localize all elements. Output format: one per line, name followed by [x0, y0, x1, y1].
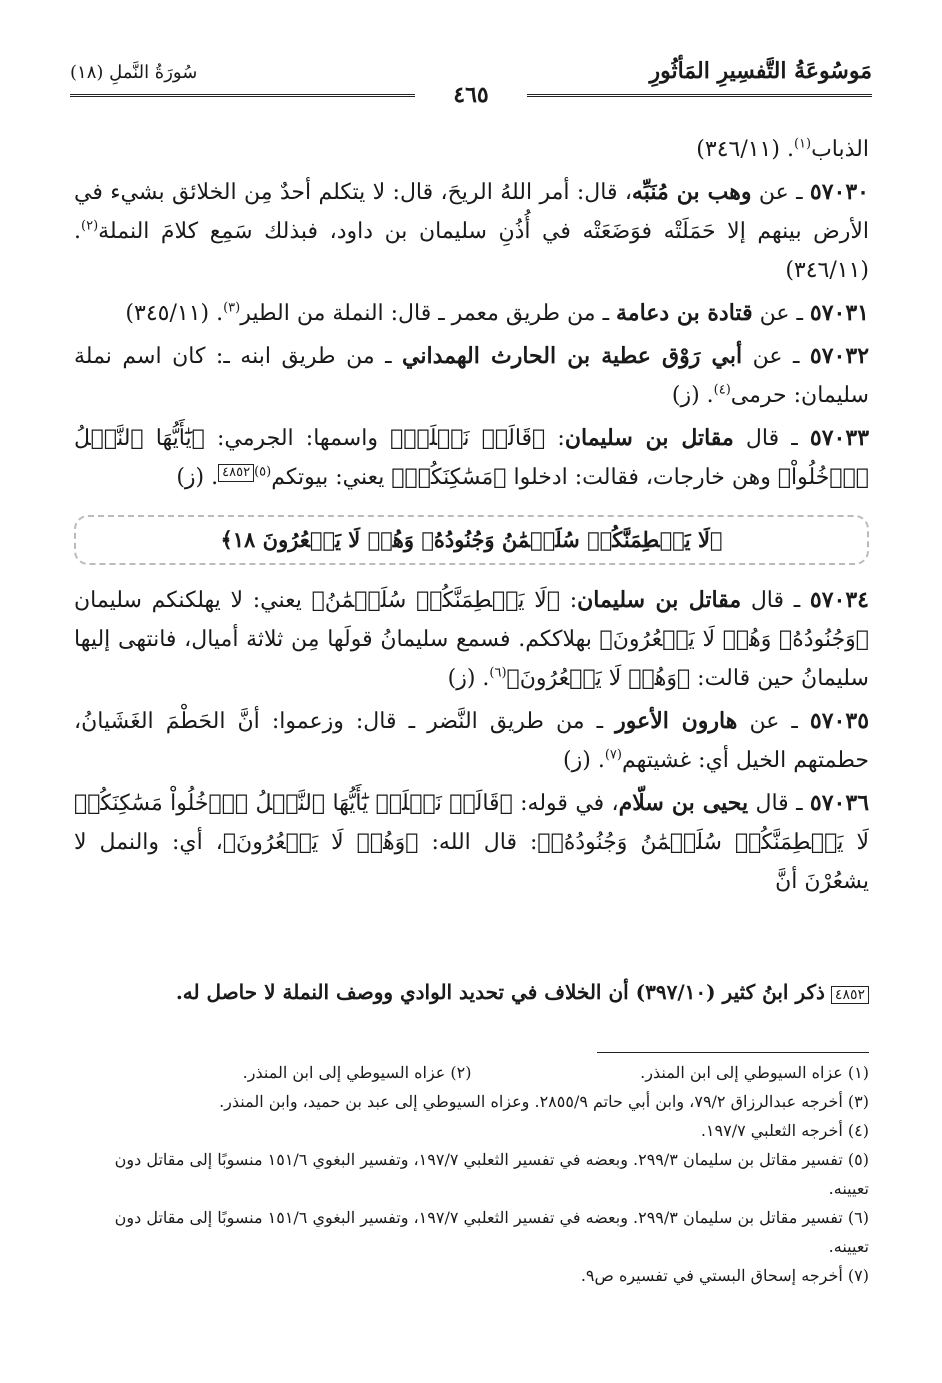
- page-number: ٤٦٥: [445, 82, 496, 108]
- paragraph-lead: ـ قال: [748, 791, 803, 816]
- paragraph-citation: . (ز): [447, 666, 490, 691]
- narration-number: ٥٧٠٣٢: [809, 343, 870, 369]
- ayah-text: ﴿لَا يَحۡطِمَنَّكُمۡ سُلَيۡمَٰنُ وَجُنُودُهُۥ وَهُمۡ لَا يَشۡعُرُونَ ١٨﴾: [220, 527, 723, 552]
- narration-number: ٥٧٠٣٠: [809, 179, 869, 205]
- paragraph-text: الذباب: [811, 137, 869, 162]
- paragraph: [74, 294, 869, 333]
- footnote: (٢) عزاه السيوطي إلى ابن المنذر.: [242, 1063, 472, 1082]
- paragraph: [74, 173, 869, 290]
- book-title: مَوسُوعَةُ التَّفسِيرِ المَأثُورِ: [649, 58, 872, 84]
- paragraph-lead: ـ عن: [751, 180, 803, 205]
- paragraph-citation: . (ز): [671, 383, 714, 408]
- narrator-name: قتادة بن دعامة: [616, 300, 753, 326]
- paragraph: [74, 337, 869, 415]
- footnotes: [74, 1058, 869, 1290]
- header-rule-left: [70, 94, 415, 97]
- paragraph: [74, 419, 869, 497]
- narration-number: ٥٧٠٣٣: [809, 425, 870, 451]
- main-text: [74, 130, 869, 905]
- narration-number: ٥٧٠٣٥: [809, 708, 870, 734]
- narration-number: ٥٧٠٣٦: [809, 790, 870, 816]
- narrator-name: يحيى بن سلّام: [618, 790, 749, 816]
- footnote: (١) عزاه السيوطي إلى ابن المنذر.: [640, 1063, 869, 1082]
- footnote-ref: (٣): [223, 300, 241, 316]
- page-header: [70, 58, 872, 108]
- footnote-row: [74, 1058, 869, 1087]
- narration-number: ٥٧٠٣٤: [809, 587, 869, 613]
- paragraph-citation: . (٣٤٦/١١): [74, 219, 869, 283]
- narrator-name: هارون الأعور: [615, 708, 738, 734]
- footnote: (٧) أخرجه إسحاق البستي في تفسيره ص٩.: [580, 1266, 869, 1285]
- header-rule-right: [527, 94, 872, 97]
- paragraph-text: : ﴿لَا يَحۡطِمَنَّكُمۡ سُلَيۡمَٰنُ﴾ يعني: لا يهلكنكم سليمان ﴿وَجُنُودُهُۥ وَهُمۡ لَا يَشۡعُرُونَ﴾ بهلاككم. فسمع سليمانُ قولَها مِن ثلاثة أميال، فانتهى إليها سليمانُ حين قالت: ﴿وَهُمۡ لَا يَشۡعُرُونَ﴾: [74, 588, 869, 691]
- paragraph-text: ، في قوله: ﴿قَالَتۡ نَمۡلَةٞ يَٰٓأَيُّهَا ٱلنَّمۡلُ ٱدۡخُلُواْ مَسَٰكِنَكُمۡ لَا يَحۡطِمَنَّكُمۡ سُلَيۡمَٰنُ وَجُنُودُهُۥ﴾: قال الله: ﴿وَهُمۡ لَا يَشۡعُرُونَ﴾، أي: والنمل لا يشعُرْنَ أنَّ: [74, 791, 869, 894]
- narrator-name: أبي رَوْق عطية بن الحارث الهمداني: [402, 343, 743, 369]
- paragraph-citation: . (ز): [176, 465, 219, 490]
- paragraph: [74, 784, 869, 901]
- paragraph: [74, 130, 869, 169]
- footnote-ref: (٤): [713, 382, 731, 398]
- paragraph: [74, 581, 869, 698]
- footnote-ref: (١): [793, 136, 812, 152]
- footnote: (٣) أخرجه عبدالرزاق ٧٩/٢، وابن أبي حاتم ٢٨٥٥/٩. وعزاه السيوطي إلى عبد بن حميد، وابن المنذر.: [219, 1092, 869, 1111]
- editor-note: [74, 975, 869, 1009]
- footnote-ref: (٥): [254, 464, 272, 480]
- narration-number: ٥٧٠٣١: [809, 300, 869, 326]
- narrator-name: وهب بن مُنَبِّه: [631, 179, 752, 205]
- paragraph-lead: ـ قال: [733, 426, 798, 451]
- paragraph-citation: . (٣٤٦/١١): [696, 137, 794, 162]
- footnote-divider: [597, 1052, 869, 1053]
- note-number-box: ٤٨٥٢: [831, 986, 869, 1004]
- footnote-ref: (٧): [604, 747, 622, 763]
- paragraph-citation: . (٣٤٥/١١): [125, 301, 224, 326]
- paragraph-text: ـ من طريق معمر ـ قال: النملة من الطير: [240, 301, 617, 326]
- paragraph-lead: ـ عن: [752, 301, 803, 326]
- footnote-ref: (٢): [81, 218, 99, 234]
- footnote-ref: (٦): [489, 665, 507, 681]
- narrator-name: مقاتل بن سليمان: [564, 425, 734, 451]
- ayah-box: [74, 515, 869, 565]
- narrator-name: مقاتل بن سليمان: [577, 587, 742, 613]
- paragraph: [74, 702, 869, 780]
- cross-ref-box: ٤٨٥٢: [218, 464, 254, 482]
- footnote: (٥) تفسير مقاتل بن سليمان ٢٩٩/٣. وبعضه في تفسير الثعلبي ١٩٧/٧، وتفسير البغوي ١٥١/٦ منسوبًا إلى مقاتل دون تعيينه.: [114, 1150, 869, 1198]
- paragraph-text: ـ من طريق النَّضر ـ قال: وزعموا: أنَّ الحَطْمَ الغَشَيانُ، حطمتهم الخيل أي: غشيتهم: [74, 709, 869, 773]
- note-text: ذكر ابنُ كثير (٣٩٧/١٠) أن الخلاف في تحديد الوادي ووصف النملة لا حاصل له.: [175, 980, 825, 1004]
- paragraph-lead: ـ عن: [737, 709, 798, 734]
- paragraph-citation: . (ز): [563, 748, 605, 773]
- footnote: (٦) تفسير مقاتل بن سليمان ٢٩٩/٣. وبعضه في تفسير الثعلبي ١٩٧/٧، وتفسير البغوي ١٥١/٦ منسوبًا إلى مقاتل دون تعيينه.: [114, 1208, 869, 1256]
- paragraph-lead: ـ عن: [742, 344, 800, 369]
- footnote: (٤) أخرجه الثعلبي ١٩٧/٧.: [700, 1121, 869, 1140]
- paragraph-text: ، قال: أمر اللهُ الريحَ، قال: لا يتكلم أحدٌ مِن الخلائق بشيء في الأرض بينهم إلا حَمَلَتْه فوَضَعَتْه في أُذُنِ سليمان بن داود، فبذلك سَمِع كلامَ النملة: [74, 180, 869, 244]
- paragraph-text: : ﴿قَالَتۡ نَمۡلَةٞ﴾ واسمها: الجرمي: ﴿يَٰٓأَيُّهَا ٱلنَّمۡلُ ٱدۡخُلُواْ﴾ وهن خارجات، فقالت: ادخلوا ﴿مَسَٰكِنَكُمۡ﴾ يعني: بيوتكم: [74, 426, 869, 490]
- sura-label: سُورَةُ النَّملِ (١٨): [70, 62, 198, 83]
- paragraph-lead: ـ قال: [741, 588, 801, 613]
- paragraph-text: ـ من طريق ابنه ـ: كان اسم نملة سليمان: حرمى: [74, 344, 869, 408]
